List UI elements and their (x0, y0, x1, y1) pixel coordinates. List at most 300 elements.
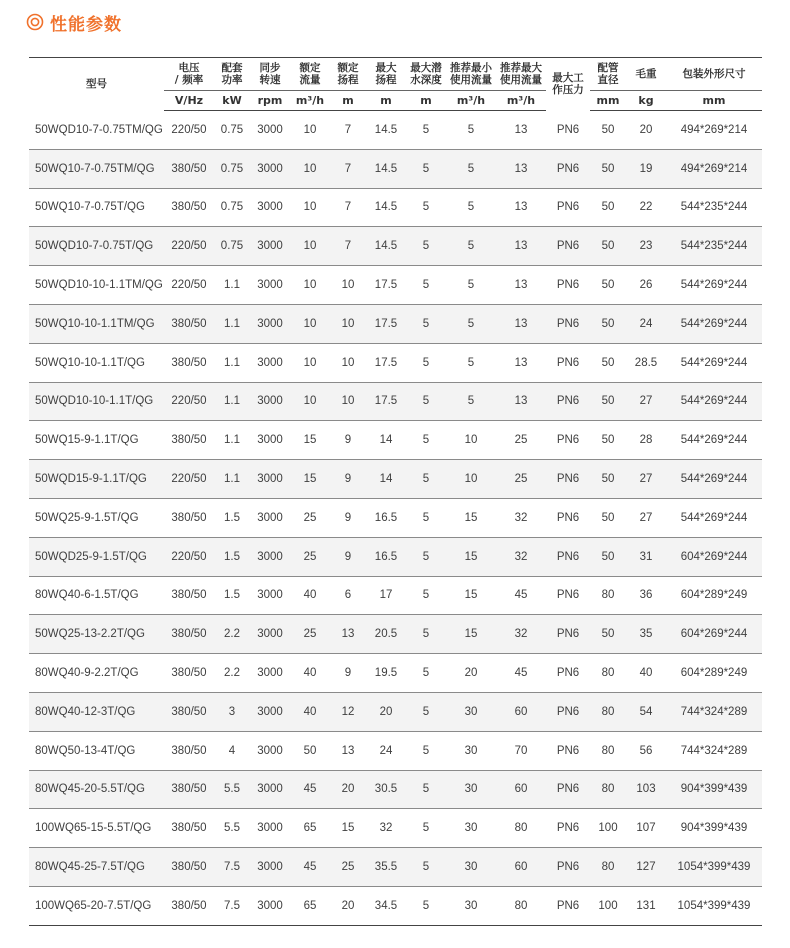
table-cell: 5 (406, 692, 446, 731)
table-cell: 3000 (250, 266, 290, 305)
table-cell: 60 (496, 770, 546, 809)
table-cell: 5 (406, 537, 446, 576)
table-cell: 5 (406, 421, 446, 460)
table-cell: 22 (626, 188, 666, 227)
table-cell: 544*269*244 (666, 266, 762, 305)
table-cell: 14 (366, 421, 406, 460)
table-cell: 30 (446, 886, 496, 925)
column-header: 最大 扬程 (375, 62, 397, 86)
table-cell: 5 (406, 460, 446, 499)
table-cell: 32 (366, 809, 406, 848)
table-cell: 3000 (250, 188, 290, 227)
table-cell: 604*269*244 (666, 537, 762, 576)
table-cell: 7 (330, 227, 366, 266)
table-cell: 25 (290, 498, 330, 537)
table-cell: 220/50 (164, 460, 214, 499)
table-cell: 45 (496, 576, 546, 615)
table-cell: 50 (590, 149, 626, 188)
table-cell: 10 (330, 304, 366, 343)
table-cell: 12 (330, 692, 366, 731)
table-row (29, 460, 762, 499)
model-cell: 50WQD10-10-1.1TM/QG (29, 266, 164, 305)
table-cell: 544*269*244 (666, 460, 762, 499)
table-cell: PN6 (546, 498, 590, 537)
table-cell: 40 (290, 576, 330, 615)
table-cell: 5 (406, 654, 446, 693)
table-cell: 10 (446, 421, 496, 460)
table-cell: 10 (290, 149, 330, 188)
section-header (26, 10, 122, 34)
table-cell: 1.5 (214, 498, 250, 537)
table-cell: 494*269*214 (666, 111, 762, 150)
table-cell: 80 (496, 886, 546, 925)
table-cell: 25 (496, 421, 546, 460)
table-cell: 50 (590, 460, 626, 499)
table-cell: 7.5 (214, 848, 250, 887)
table-cell: 80 (496, 809, 546, 848)
table-cell: 5 (446, 304, 496, 343)
table-row (29, 848, 762, 887)
table-cell: 25 (290, 537, 330, 576)
table-cell: 3000 (250, 227, 290, 266)
table-cell: PN6 (546, 421, 590, 460)
table-cell: PN6 (546, 886, 590, 925)
model-cell: 50WQD10-7-0.75T/QG (29, 227, 164, 266)
table-cell: 27 (626, 460, 666, 499)
table-cell: 10 (330, 343, 366, 382)
table-cell: 1.1 (214, 266, 250, 305)
table-cell: 3000 (250, 654, 290, 693)
model-cell: 80WQ40-9-2.2T/QG (29, 654, 164, 693)
table-cell: 40 (626, 654, 666, 693)
table-cell: 1.1 (214, 382, 250, 421)
table-cell: 16.5 (366, 537, 406, 576)
table-cell: 5.5 (214, 809, 250, 848)
table-cell: 20.5 (366, 615, 406, 654)
table-cell: 1.1 (214, 304, 250, 343)
model-cell: 50WQD10-7-0.75TM/QG (29, 111, 164, 150)
table-cell: 17 (366, 576, 406, 615)
table-cell: 28 (626, 421, 666, 460)
table-cell: 13 (496, 227, 546, 266)
column-header: 推荐最大 使用流量 (500, 62, 542, 86)
table-cell: 380/50 (164, 731, 214, 770)
table-cell: 380/50 (164, 343, 214, 382)
table-cell: 24 (626, 304, 666, 343)
table-cell: 50 (590, 266, 626, 305)
table-cell: PN6 (546, 692, 590, 731)
table-cell: 604*289*249 (666, 654, 762, 693)
table-cell: PN6 (546, 188, 590, 227)
table-cell: 9 (330, 421, 366, 460)
table-cell: PN6 (546, 770, 590, 809)
table-cell: 35 (626, 615, 666, 654)
table-cell: 103 (626, 770, 666, 809)
table-cell: 3000 (250, 809, 290, 848)
table-cell: 3000 (250, 382, 290, 421)
table-cell: PN6 (546, 576, 590, 615)
table-cell: 50 (590, 421, 626, 460)
column-header: 电压 / 频率 (174, 62, 204, 86)
table-cell: 14.5 (366, 111, 406, 150)
table-cell: 9 (330, 498, 366, 537)
table-cell: PN6 (546, 111, 590, 150)
table-cell: 13 (496, 266, 546, 305)
table-cell: 604*269*244 (666, 615, 762, 654)
table-cell: 50 (590, 227, 626, 266)
table-cell: 16.5 (366, 498, 406, 537)
table-cell: 1.5 (214, 576, 250, 615)
table-cell: 15 (446, 537, 496, 576)
table-cell: 14.5 (366, 149, 406, 188)
table-cell: 50 (290, 731, 330, 770)
table-cell: 30 (446, 848, 496, 887)
model-cell: 50WQ10-10-1.1T/QG (29, 343, 164, 382)
table-cell: 5.5 (214, 770, 250, 809)
table-cell: 544*269*244 (666, 421, 762, 460)
table-cell: 380/50 (164, 848, 214, 887)
table-cell: 380/50 (164, 692, 214, 731)
table-cell: 604*289*249 (666, 576, 762, 615)
table-cell: 20 (446, 654, 496, 693)
table-cell: 1.1 (214, 421, 250, 460)
table-cell: 80 (590, 692, 626, 731)
table-cell: 5 (406, 343, 446, 382)
table-cell: 544*269*244 (666, 498, 762, 537)
table-cell: 380/50 (164, 498, 214, 537)
table-cell: 5 (446, 227, 496, 266)
model-cell: 80WQ45-20-5.5T/QG (29, 770, 164, 809)
table-cell: 65 (290, 886, 330, 925)
table-cell: 5 (406, 227, 446, 266)
table-cell: 10 (290, 266, 330, 305)
table-cell: 5 (406, 266, 446, 305)
table-cell: 32 (496, 498, 546, 537)
table-cell: 20 (330, 770, 366, 809)
table-cell: 5 (446, 343, 496, 382)
table-cell: 26 (626, 266, 666, 305)
table-cell: 220/50 (164, 382, 214, 421)
table-cell: 10 (290, 304, 330, 343)
table-cell: 5 (406, 848, 446, 887)
table-cell: 50 (590, 343, 626, 382)
table-cell: 27 (626, 382, 666, 421)
model-cell: 50WQ25-13-2.2T/QG (29, 615, 164, 654)
model-cell: 50WQ10-7-0.75TM/QG (29, 149, 164, 188)
table-cell: 5 (406, 149, 446, 188)
table-cell: 3000 (250, 537, 290, 576)
table-cell: 14.5 (366, 188, 406, 227)
model-cell: 100WQ65-20-7.5T/QG (29, 886, 164, 925)
column-header: 毛重 (635, 68, 657, 80)
table-cell: 13 (330, 731, 366, 770)
table-cell: 32 (496, 537, 546, 576)
table-cell: 1054*399*439 (666, 848, 762, 887)
table-cell: 32 (496, 615, 546, 654)
table-row (29, 809, 762, 848)
table-row (29, 266, 762, 305)
table-cell: 380/50 (164, 304, 214, 343)
table-cell: 5 (406, 770, 446, 809)
table-cell: 13 (496, 188, 546, 227)
model-cell: 80WQ40-6-1.5T/QG (29, 576, 164, 615)
model-cell: 50WQ25-9-1.5T/QG (29, 498, 164, 537)
table-cell: 380/50 (164, 576, 214, 615)
table-cell: 27 (626, 498, 666, 537)
table-cell: 23 (626, 227, 666, 266)
column-header: 配管 直径 (597, 62, 619, 86)
table-cell: 5 (446, 149, 496, 188)
table-cell: 9 (330, 537, 366, 576)
table-cell: 3000 (250, 460, 290, 499)
table-cell: 220/50 (164, 266, 214, 305)
table-cell: 10 (330, 266, 366, 305)
table-cell: PN6 (546, 460, 590, 499)
table-cell: 13 (496, 111, 546, 150)
table-cell: 544*269*244 (666, 304, 762, 343)
table-cell: 54 (626, 692, 666, 731)
table-cell: 15 (446, 615, 496, 654)
column-unit: m³/h (446, 91, 496, 111)
column-header: 包装外形尺寸 (682, 68, 746, 80)
table-cell: 13 (330, 615, 366, 654)
table-cell: 5 (406, 188, 446, 227)
table-cell: 904*399*439 (666, 809, 762, 848)
table-header (29, 58, 762, 111)
table-row (29, 498, 762, 537)
table-cell: 60 (496, 848, 546, 887)
column-header: 型号 (86, 78, 107, 91)
table-cell: 30 (446, 770, 496, 809)
table-cell: 17.5 (366, 382, 406, 421)
table-cell: PN6 (546, 537, 590, 576)
table-cell: 3 (214, 692, 250, 731)
table-cell: 13 (496, 382, 546, 421)
table-cell: PN6 (546, 343, 590, 382)
table-cell: 15 (290, 460, 330, 499)
table-cell: 10 (446, 460, 496, 499)
table-cell: 28.5 (626, 343, 666, 382)
table-cell: 5 (406, 576, 446, 615)
table-cell: 25 (496, 460, 546, 499)
table-cell: 7 (330, 111, 366, 150)
table-cell: 15 (330, 809, 366, 848)
table-cell: 904*399*439 (666, 770, 762, 809)
table-cell: 5 (406, 809, 446, 848)
table-cell: 31 (626, 537, 666, 576)
table-cell: 50 (590, 382, 626, 421)
table-cell: 20 (626, 111, 666, 150)
column-header: 额定 扬程 (337, 62, 359, 86)
table-cell: 36 (626, 576, 666, 615)
table-cell: 50 (590, 537, 626, 576)
table-cell: 6 (330, 576, 366, 615)
table-cell: 494*269*214 (666, 149, 762, 188)
table-cell: PN6 (546, 227, 590, 266)
table-cell: 3000 (250, 615, 290, 654)
table-cell: 380/50 (164, 421, 214, 460)
table-cell: 7 (330, 149, 366, 188)
table-cell: 1.1 (214, 460, 250, 499)
column-header: 推荐最小 使用流量 (450, 62, 492, 86)
table-cell: 80 (590, 731, 626, 770)
table-cell: 45 (496, 654, 546, 693)
model-cell: 50WQD15-9-1.1T/QG (29, 460, 164, 499)
table-cell: 3000 (250, 304, 290, 343)
spec-table (29, 57, 762, 926)
table-cell: 35.5 (366, 848, 406, 887)
table-cell: 15 (290, 421, 330, 460)
table-cell: 1.5 (214, 537, 250, 576)
table-cell: 4 (214, 731, 250, 770)
table-cell: 10 (330, 382, 366, 421)
model-cell: 50WQD25-9-1.5T/QG (29, 537, 164, 576)
model-cell: 50WQ10-10-1.1TM/QG (29, 304, 164, 343)
table-cell: 15 (446, 576, 496, 615)
column-header: 额定 流量 (299, 62, 321, 86)
table-cell: 80 (590, 770, 626, 809)
table-cell: 380/50 (164, 149, 214, 188)
table-cell: 3000 (250, 343, 290, 382)
table-cell: 40 (290, 654, 330, 693)
table-cell: 220/50 (164, 227, 214, 266)
column-unit: m (330, 91, 366, 111)
table-cell: PN6 (546, 654, 590, 693)
table-cell: 10 (290, 227, 330, 266)
table-row (29, 227, 762, 266)
table-cell: 14.5 (366, 227, 406, 266)
table-cell: 3000 (250, 149, 290, 188)
table-cell: 20 (330, 886, 366, 925)
table-cell: 45 (290, 770, 330, 809)
model-cell: 50WQ10-7-0.75T/QG (29, 188, 164, 227)
table-row (29, 304, 762, 343)
table-cell: PN6 (546, 848, 590, 887)
table-cell: 3000 (250, 731, 290, 770)
table-row (29, 615, 762, 654)
table-cell: PN6 (546, 149, 590, 188)
table-cell: 60 (496, 692, 546, 731)
table-cell: 13 (496, 149, 546, 188)
table-cell: 5 (446, 111, 496, 150)
table-cell: PN6 (546, 731, 590, 770)
table-row (29, 692, 762, 731)
table-cell: 7.5 (214, 886, 250, 925)
column-unit: m (406, 91, 446, 111)
table-cell: 80 (590, 576, 626, 615)
table-cell: 50 (590, 615, 626, 654)
table-cell: 5 (446, 188, 496, 227)
table-cell: 13 (496, 304, 546, 343)
table-cell: 30 (446, 731, 496, 770)
table-cell: 17.5 (366, 343, 406, 382)
table-row (29, 111, 762, 150)
table-cell: 34.5 (366, 886, 406, 925)
table-cell: 3000 (250, 692, 290, 731)
table-cell: 10 (290, 188, 330, 227)
column-unit: m³/h (496, 91, 546, 111)
table-cell: 10 (290, 343, 330, 382)
table-cell: 25 (330, 848, 366, 887)
table-cell: 50 (590, 498, 626, 537)
table-cell: 19.5 (366, 654, 406, 693)
column-unit: V/Hz (164, 91, 214, 111)
table-row (29, 149, 762, 188)
column-header: 最大工 作压力 (552, 72, 584, 97)
table-cell: 5 (406, 731, 446, 770)
table-cell: 380/50 (164, 770, 214, 809)
table-cell: 5 (406, 304, 446, 343)
table-cell: 1.1 (214, 343, 250, 382)
table-cell: 80 (590, 848, 626, 887)
table-cell: 744*324*289 (666, 692, 762, 731)
table-cell: 220/50 (164, 111, 214, 150)
table-cell: 65 (290, 809, 330, 848)
table-cell: 3000 (250, 770, 290, 809)
column-header: 最大潜 水深度 (410, 62, 442, 86)
table-cell: 17.5 (366, 304, 406, 343)
table-cell: 380/50 (164, 886, 214, 925)
table-cell: 9 (330, 460, 366, 499)
table-cell: 131 (626, 886, 666, 925)
column-unit: kg (626, 91, 666, 111)
table-cell: 56 (626, 731, 666, 770)
table-cell: 5 (446, 382, 496, 421)
table-cell: 5 (406, 886, 446, 925)
table-cell: PN6 (546, 382, 590, 421)
table-cell: 0.75 (214, 188, 250, 227)
table-cell: 127 (626, 848, 666, 887)
table-cell: 5 (406, 615, 446, 654)
column-unit: mm (666, 91, 762, 111)
table-cell: 0.75 (214, 111, 250, 150)
table-cell: 7 (330, 188, 366, 227)
table-cell: PN6 (546, 266, 590, 305)
table-cell: 50 (590, 111, 626, 150)
table-row (29, 731, 762, 770)
table-cell: 2.2 (214, 654, 250, 693)
table-cell: 50 (590, 304, 626, 343)
double-circle-icon (26, 13, 44, 31)
table-row (29, 537, 762, 576)
table-row (29, 886, 762, 925)
table-cell: 100 (590, 809, 626, 848)
table-cell: 2.2 (214, 615, 250, 654)
table-row (29, 188, 762, 227)
table-cell: 3000 (250, 421, 290, 460)
table-cell: 17.5 (366, 266, 406, 305)
table-cell: 70 (496, 731, 546, 770)
table-row (29, 576, 762, 615)
column-unit: m (366, 91, 406, 111)
table-row (29, 382, 762, 421)
model-cell: 50WQ15-9-1.1T/QG (29, 421, 164, 460)
table-cell: 50 (590, 188, 626, 227)
table-cell: 40 (290, 692, 330, 731)
table-cell: 5 (446, 266, 496, 305)
table-row (29, 343, 762, 382)
model-cell: 80WQ40-12-3T/QG (29, 692, 164, 731)
model-cell: 50WQD10-10-1.1T/QG (29, 382, 164, 421)
table-cell: 544*269*244 (666, 343, 762, 382)
model-cell: 80WQ45-25-7.5T/QG (29, 848, 164, 887)
table-cell: 1054*399*439 (666, 886, 762, 925)
table-cell: 10 (290, 111, 330, 150)
table-cell: 0.75 (214, 149, 250, 188)
column-header: 同步 转速 (259, 62, 281, 86)
table-cell: 3000 (250, 498, 290, 537)
model-cell: 100WQ65-15-5.5T/QG (29, 809, 164, 848)
